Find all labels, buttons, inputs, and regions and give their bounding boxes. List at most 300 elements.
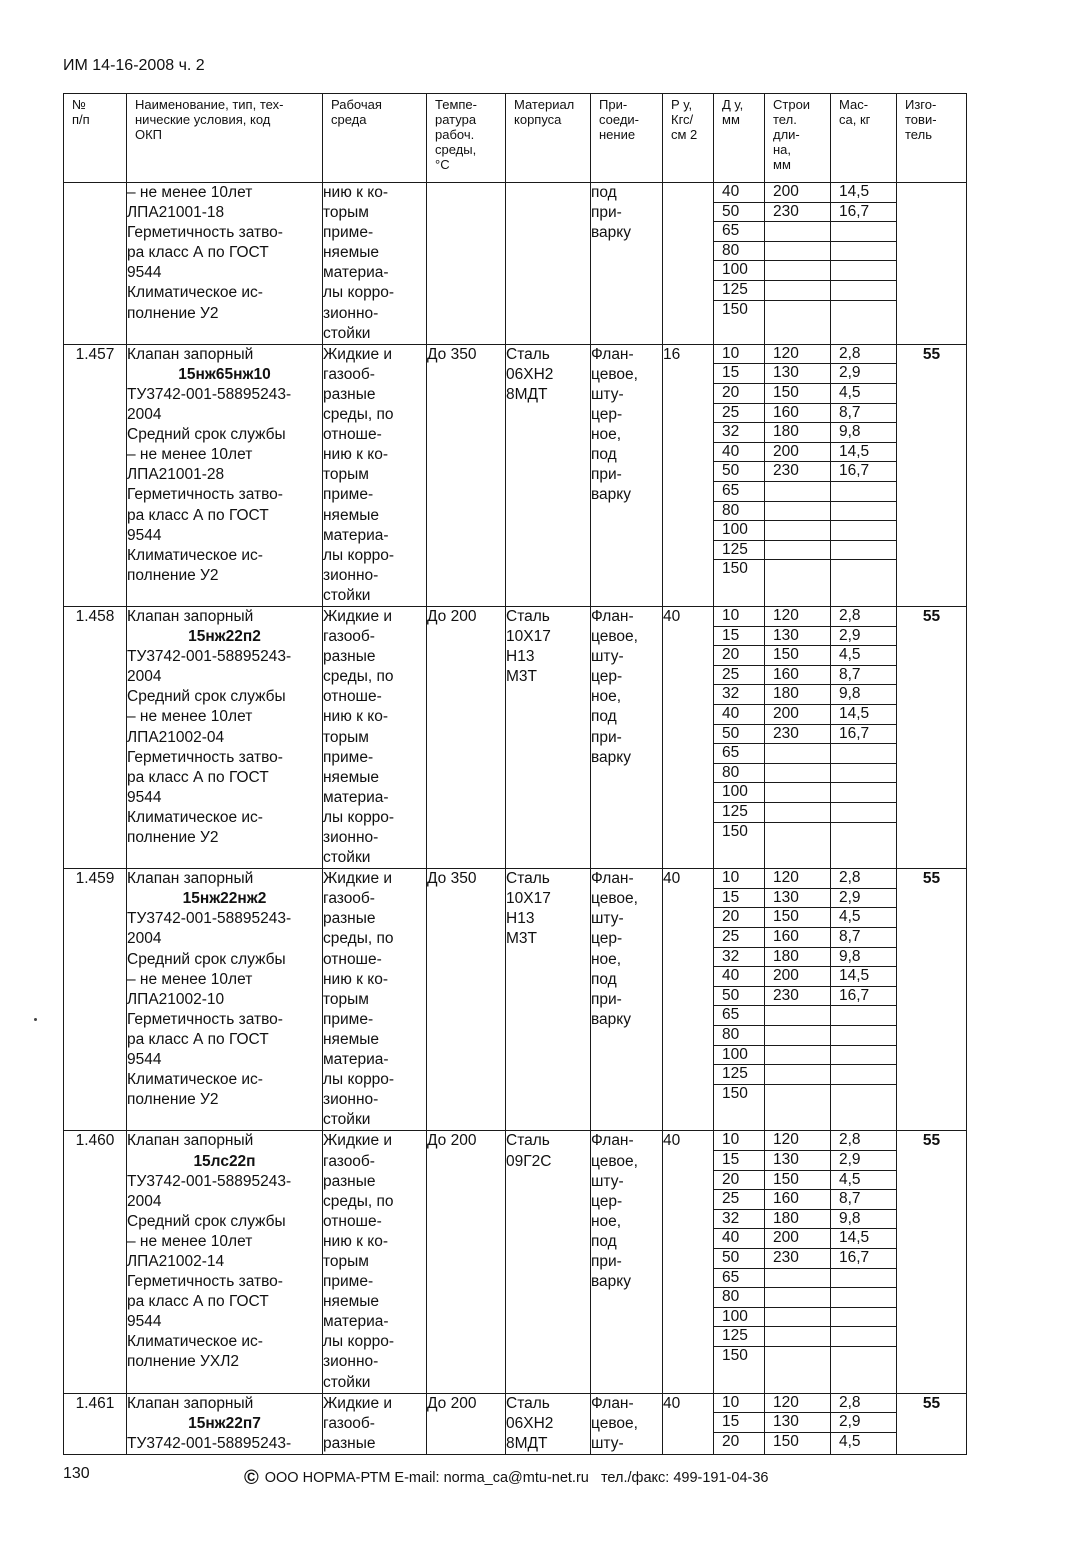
temperature — [427, 606, 506, 868]
temperature-text: До 350 — [427, 345, 477, 363]
item-name-line: Средний срок службы — [127, 426, 286, 444]
nominal-diameter-value: 65 — [714, 1006, 764, 1026]
connection-type-line: цевое, — [591, 1152, 638, 1170]
nominal-diameter-value: 65 — [714, 222, 764, 242]
item-name-line: ра класс А по ГОСТ — [127, 244, 269, 262]
table-row — [64, 1131, 967, 1393]
nominal-diameter-value: 32 — [714, 423, 764, 443]
construction-length-value: 130 — [765, 889, 830, 909]
nominal-diameter-value: 10 — [714, 607, 764, 627]
construction-length-value: 150 — [773, 1432, 799, 1450]
working-medium-line: нию к ко- — [323, 1232, 388, 1250]
construction-length-value — [765, 541, 830, 561]
construction-length-value — [765, 281, 830, 301]
construction-length-value: 120 — [765, 869, 830, 889]
body-material — [506, 1393, 591, 1454]
body-material-line: Н13 — [506, 648, 535, 666]
construction-length-value: 130 — [765, 627, 830, 647]
working-medium-line: газооб- — [323, 1414, 375, 1432]
construction-length-value — [765, 1269, 830, 1289]
mass-value: 14,5 — [831, 705, 896, 725]
pressure — [663, 344, 714, 606]
col-header-medium — [323, 94, 427, 183]
nominal-diameter-value: 80 — [714, 502, 764, 522]
construction-length-value — [765, 482, 830, 502]
pressure-text: 40 — [663, 1132, 681, 1150]
mass-value: 8,7 — [831, 666, 896, 686]
item-number — [64, 1131, 127, 1393]
mass-value: 8,7 — [831, 1190, 896, 1210]
item-name-line: 2004 — [127, 406, 162, 424]
body-material-line: Сталь — [506, 345, 550, 363]
temperature-text: До 350 — [427, 870, 477, 888]
connection-type-line: под — [591, 970, 617, 988]
construction-length-value: 160 — [765, 928, 830, 948]
working-medium-line: зионно- — [323, 566, 379, 584]
construction-length-value — [765, 1046, 830, 1066]
nominal-diameter-value: 125 — [714, 1065, 764, 1085]
nominal-diameter-value: 50 — [714, 1249, 764, 1269]
nominal-diameter-value: 40 — [714, 183, 764, 203]
mass-value: 4,5 — [839, 1432, 861, 1450]
nominal-diameter-value: 40 — [714, 705, 764, 725]
connection-type-line: под — [591, 184, 617, 201]
mass-value: 9,8 — [831, 423, 896, 443]
working-medium-line: няемые — [323, 506, 379, 524]
mass-value: 2,8 — [831, 345, 896, 365]
footer-phone: тел./факс: 499-191-04-36 — [600, 1470, 769, 1486]
mass-value: 4,5 — [831, 646, 896, 666]
header-text: Наименование, тип, тех- нические условия, код ОКП — [135, 97, 284, 142]
header-text: № п/п — [72, 97, 90, 127]
manufacturer-text: 55 — [922, 870, 941, 888]
construction-length-value — [765, 1327, 830, 1347]
working-medium-line: торым — [323, 204, 369, 222]
connection-type — [591, 344, 663, 606]
mass-value — [831, 502, 896, 522]
temperature — [427, 869, 506, 1131]
working-medium-line: няемые — [323, 768, 379, 786]
construction-length-value: 230 — [765, 203, 830, 223]
nominal-diameter-value: 125 — [714, 803, 764, 823]
working-medium-line: разные — [323, 910, 376, 928]
mass-value: 14,5 — [831, 183, 896, 203]
item-number-text: 1.459 — [75, 870, 115, 888]
mass-value — [831, 1269, 896, 1289]
manufacturer-text: 55 — [922, 1132, 941, 1150]
working-medium-line: нию к ко- — [323, 970, 388, 988]
mass-value: 4,5 — [831, 384, 896, 404]
working-medium-line: Жидкие и — [323, 345, 393, 363]
working-medium-line: няемые — [323, 1030, 379, 1048]
nominal-diameter-value: 100 — [714, 261, 764, 281]
working-medium-line: отноше- — [323, 426, 382, 444]
nominal-diameter-value: 40 — [714, 967, 764, 987]
valve-model: 15нж22п2 — [188, 628, 261, 646]
working-medium-line: Жидкие и — [323, 1132, 393, 1150]
mass-value: 2,9 — [831, 1413, 896, 1433]
item-name-line: полнение У2 — [127, 566, 219, 584]
construction-length-value — [765, 301, 830, 320]
item-number — [64, 344, 127, 606]
nominal-diameter-value: 80 — [714, 1026, 764, 1046]
item-name — [127, 1393, 323, 1454]
mass — [831, 183, 897, 345]
nominal-diameter-value: 50 — [714, 462, 764, 482]
working-medium-line: материа- — [323, 526, 389, 544]
item-name-line: Клапан запорный — [127, 870, 254, 888]
connection-type-line: ное, — [591, 950, 622, 968]
temperature-text: До 200 — [427, 1394, 477, 1412]
item-name-line: 9544 — [127, 1051, 162, 1069]
construction-length-value: 180 — [765, 948, 830, 968]
nominal-diameter-value: 80 — [714, 764, 764, 784]
construction-length-value: 130 — [765, 364, 830, 384]
item-name-line: полнение У2 — [127, 829, 219, 846]
item-number — [64, 183, 127, 345]
body-material-line: 06ХН2 — [506, 1414, 554, 1432]
mass-value — [831, 803, 896, 823]
header-text: Рабочая среда — [331, 97, 382, 127]
nominal-diameter-value: 50 — [714, 203, 764, 223]
construction-length-value: 180 — [765, 1210, 830, 1230]
nominal-diameter-value: 50 — [714, 725, 764, 745]
temperature — [427, 183, 506, 345]
item-number — [64, 606, 127, 868]
item-name-line: Клапан запорный — [127, 1394, 254, 1412]
mass-value: 16,7 — [831, 203, 896, 223]
construction-length-value: 150 — [765, 1171, 830, 1191]
mass-value — [831, 560, 896, 579]
item-name-line: 2004 — [127, 668, 162, 686]
item-name-line: ТУ3742-001-58895243- — [127, 1172, 292, 1190]
construction-length-value: 160 — [765, 404, 830, 424]
temperature-text: До 200 — [427, 607, 477, 625]
mass-value: 2,9 — [831, 364, 896, 384]
pressure-text — [663, 183, 713, 203]
body-material-line: Сталь — [506, 607, 550, 625]
connection-type-line: варку — [591, 486, 632, 504]
col-header-manufacturer — [897, 94, 967, 183]
connection-type-line: под — [591, 1232, 617, 1250]
construction-length-value — [765, 222, 830, 242]
construction-length-value: 180 — [765, 685, 830, 705]
mass-value — [831, 222, 896, 242]
working-medium-line: Жидкие и — [323, 1394, 393, 1412]
connection-type — [591, 869, 663, 1131]
construction-length-value: 200 — [765, 443, 830, 463]
manufacturer — [897, 1131, 967, 1393]
col-header-dn — [714, 94, 765, 183]
nominal-diameter — [714, 1131, 765, 1393]
item-name-line: полнение У2 — [127, 1091, 219, 1109]
mass-value — [831, 1046, 896, 1066]
nominal-diameter-value: 25 — [714, 666, 764, 686]
mass — [831, 606, 897, 868]
nominal-diameter-value: 40 — [714, 443, 764, 463]
working-medium-line: газооб- — [323, 628, 375, 646]
connection-type-line: варку — [591, 224, 632, 242]
nominal-diameter-value: 150 — [722, 1346, 748, 1364]
manufacturer — [897, 344, 967, 606]
header-text: Мас- са, кг — [839, 97, 871, 127]
nominal-diameter-value: 150 — [722, 822, 748, 840]
nominal-diameter — [714, 869, 765, 1131]
working-medium-line: приме- — [323, 1273, 374, 1291]
pressure-text: 40 — [663, 870, 681, 888]
nominal-diameter-value: 125 — [714, 281, 764, 301]
item-name-line: Герметичность затво- — [127, 748, 283, 766]
mass-value: 2,9 — [831, 1151, 896, 1171]
mass-value: 8,7 — [831, 404, 896, 424]
nominal-diameter-value: 25 — [714, 1190, 764, 1210]
construction-length-value — [765, 1006, 830, 1026]
connection-type-line: Флан- — [591, 607, 634, 625]
mass-value: 9,8 — [831, 685, 896, 705]
mass-value — [831, 764, 896, 784]
mass-value: 9,8 — [831, 1210, 896, 1230]
connection-type-line: Флан- — [591, 1132, 634, 1150]
item-name-line: Герметичность затво- — [127, 224, 283, 242]
scan-speck — [34, 1018, 37, 1021]
working-medium-line: лы корро- — [323, 284, 395, 302]
nominal-diameter-value: 150 — [722, 300, 748, 318]
mass-value — [831, 281, 896, 301]
construction-length-value — [765, 764, 830, 784]
nominal-diameter-value: 15 — [714, 889, 764, 909]
construction-length — [765, 1131, 831, 1393]
working-medium-line: лы корро- — [323, 1333, 395, 1351]
construction-length-value — [765, 521, 830, 541]
body-material — [506, 1131, 591, 1393]
working-medium-line: лы корро- — [323, 546, 395, 564]
pressure — [663, 1131, 714, 1393]
construction-length-value — [765, 803, 830, 823]
item-name-line: – не менее 10лет — [127, 970, 253, 988]
working-medium-line: среды, по — [323, 668, 394, 686]
connection-type-line: цер- — [591, 668, 623, 686]
construction-length-value — [765, 242, 830, 262]
connection-type-line: цевое, — [591, 628, 638, 646]
nominal-diameter-value: 15 — [714, 627, 764, 647]
mass — [831, 1131, 897, 1393]
pressure — [663, 606, 714, 868]
construction-length-value: 230 — [765, 725, 830, 745]
working-medium-line: приме- — [323, 1010, 374, 1028]
mass-value — [831, 541, 896, 561]
working-medium-line: среды, по — [323, 406, 394, 424]
item-name-line: – не менее 10лет — [127, 708, 253, 726]
item-name-line: Средний срок службы — [127, 950, 286, 968]
working-medium-line: лы корро- — [323, 1071, 395, 1089]
working-medium-line: зионно- — [323, 1091, 379, 1109]
working-medium-line: торым — [323, 728, 369, 746]
nominal-diameter-value: 20 — [714, 908, 764, 928]
manufacturer — [897, 606, 967, 868]
connection-type-line: ное, — [591, 688, 622, 706]
item-name-line: ра класс А по ГОСТ — [127, 1030, 269, 1048]
item-name-line: Климатическое ис- — [127, 546, 263, 564]
working-medium-line: Жидкие и — [323, 607, 393, 625]
nominal-diameter-value: 65 — [714, 744, 764, 764]
connection-type — [591, 606, 663, 868]
working-medium-line: материа- — [323, 264, 389, 282]
mass-value: 9,8 — [831, 948, 896, 968]
construction-length-value — [765, 1347, 830, 1366]
body-material — [506, 606, 591, 868]
item-name-line: 2004 — [127, 930, 162, 948]
working-medium — [323, 344, 427, 606]
valve-model: 15лс22п — [193, 1152, 256, 1170]
mass-value — [831, 1065, 896, 1085]
nominal-diameter-value: 150 — [722, 1084, 748, 1102]
nominal-diameter-value: 10 — [714, 1131, 764, 1151]
body-material-line: Сталь — [506, 1394, 550, 1412]
connection-type-line: цевое, — [591, 1414, 638, 1432]
header-text: Темпе- ратура рабоч. среды, °С — [435, 97, 477, 172]
item-name-line: 9544 — [127, 788, 162, 806]
item-name-line: полнение У2 — [127, 304, 219, 322]
item-name-line: – не менее 10лет — [127, 184, 253, 201]
mass-value: 16,7 — [831, 462, 896, 482]
mass-value: 2,8 — [831, 1394, 896, 1414]
body-material-line: Сталь — [506, 870, 550, 888]
valve-spec-table — [63, 93, 967, 1455]
working-medium-line: торым — [323, 990, 369, 1008]
mass-value — [831, 783, 896, 803]
temperature — [427, 344, 506, 606]
body-material-line: 10Х17 — [506, 890, 551, 908]
table-row — [64, 869, 967, 1131]
pressure-text: 40 — [663, 607, 681, 625]
nominal-diameter-value: 100 — [714, 1308, 764, 1328]
item-number — [64, 1393, 127, 1454]
item-name-line: ЛПА21001-18 — [127, 204, 225, 222]
item-name-line: Климатическое ис- — [127, 1071, 263, 1089]
manufacturer — [897, 1393, 967, 1454]
construction-length-value — [765, 261, 830, 281]
item-name — [127, 344, 323, 606]
table-row — [64, 606, 967, 868]
body-material-line: 06ХН2 — [506, 365, 554, 383]
table-row — [64, 1393, 967, 1454]
mass-value — [831, 1308, 896, 1328]
item-number-text: 1.458 — [75, 607, 115, 625]
manufacturer-text: 55 — [922, 1394, 941, 1412]
connection-type-line: цер- — [591, 406, 623, 424]
item-name — [127, 183, 323, 345]
working-medium-line: зионно- — [323, 829, 379, 846]
item-name-line: ТУ3742-001-58895243- — [127, 648, 292, 666]
nominal-diameter-value: 65 — [714, 1269, 764, 1289]
construction-length — [765, 183, 831, 345]
working-medium-line: торым — [323, 466, 369, 484]
item-name — [127, 1131, 323, 1393]
mass-value: 2,8 — [831, 607, 896, 627]
item-name-line: Герметичность затво- — [127, 1273, 283, 1291]
working-medium-line: няемые — [323, 244, 379, 262]
item-name-line: ЛПА21002-04 — [127, 728, 225, 746]
construction-length-value: 120 — [765, 607, 830, 627]
col-header-pressure — [663, 94, 714, 183]
mass-value — [831, 823, 896, 842]
item-name-line: Средний срок службы — [127, 1212, 286, 1230]
connection-type-line: при- — [591, 1252, 622, 1270]
working-medium — [323, 183, 427, 345]
mass-value: 2,8 — [831, 869, 896, 889]
col-header-connection — [591, 94, 663, 183]
mass-value: 2,9 — [831, 889, 896, 909]
working-medium-line: нию к ко- — [323, 708, 388, 726]
nominal-diameter-value: 80 — [714, 242, 764, 262]
connection-type-line: под — [591, 446, 617, 464]
nominal-diameter — [714, 344, 765, 606]
working-medium-line: стойки — [323, 1111, 371, 1129]
mass-value: 16,7 — [831, 725, 896, 745]
col-header-number — [64, 94, 127, 183]
item-name-line: ЛПА21002-14 — [127, 1252, 225, 1270]
mass-value — [831, 261, 896, 281]
construction-length-value: 150 — [765, 908, 830, 928]
item-name-line: – не менее 10лет — [127, 446, 253, 464]
mass-value — [831, 1347, 896, 1366]
working-medium-line: приме- — [323, 748, 374, 766]
construction-length-value: 200 — [765, 705, 830, 725]
nominal-diameter — [714, 183, 765, 345]
col-header-mass — [831, 94, 897, 183]
nominal-diameter-value: 125 — [714, 541, 764, 561]
nominal-diameter-value: 125 — [714, 1327, 764, 1347]
construction-length — [765, 869, 831, 1131]
construction-length-value: 180 — [765, 423, 830, 443]
construction-length-value — [765, 1065, 830, 1085]
nominal-diameter-value: 20 — [714, 384, 764, 404]
construction-length-value: 200 — [765, 183, 830, 203]
document-header: ИМ 14-16-2008 ч. 2 — [63, 57, 205, 74]
item-name-line: ра класс А по ГОСТ — [127, 506, 269, 524]
item-name-line: Клапан запорный — [127, 345, 254, 363]
connection-type-line: шту- — [591, 1434, 624, 1452]
connection-type — [591, 183, 663, 345]
working-medium-line: разные — [323, 648, 376, 666]
connection-type-line: цевое, — [591, 890, 638, 908]
mass-value — [831, 482, 896, 502]
mass — [831, 1393, 897, 1454]
header-text: При- соеди- нение — [599, 97, 639, 142]
col-header-length — [765, 94, 831, 183]
mass-value — [831, 1288, 896, 1308]
construction-length-value — [765, 1026, 830, 1046]
valve-model: 15нж22нж2 — [182, 890, 267, 908]
connection-type-line: при- — [591, 990, 622, 1008]
working-medium-line: среды, по — [323, 930, 394, 948]
working-medium-line: материа- — [323, 1051, 389, 1069]
temperature — [427, 1131, 506, 1393]
footer-company-email: ООО НОРМА-РТМ E-mail: norma_ca@mtu-net.ru — [264, 1470, 589, 1486]
mass-value — [831, 1085, 896, 1104]
item-name-line: полнение УХЛ2 — [127, 1353, 240, 1371]
working-medium-line: отноше- — [323, 688, 382, 706]
mass-value: 14,5 — [831, 443, 896, 463]
working-medium-line: газооб- — [323, 1152, 375, 1170]
mass-value — [831, 242, 896, 262]
col-header-temperature — [427, 94, 506, 183]
manufacturer-text: 55 — [922, 345, 941, 363]
mass-value: 2,9 — [831, 627, 896, 647]
temperature — [427, 1393, 506, 1454]
connection-type-line: при- — [591, 466, 622, 484]
body-material — [506, 869, 591, 1131]
